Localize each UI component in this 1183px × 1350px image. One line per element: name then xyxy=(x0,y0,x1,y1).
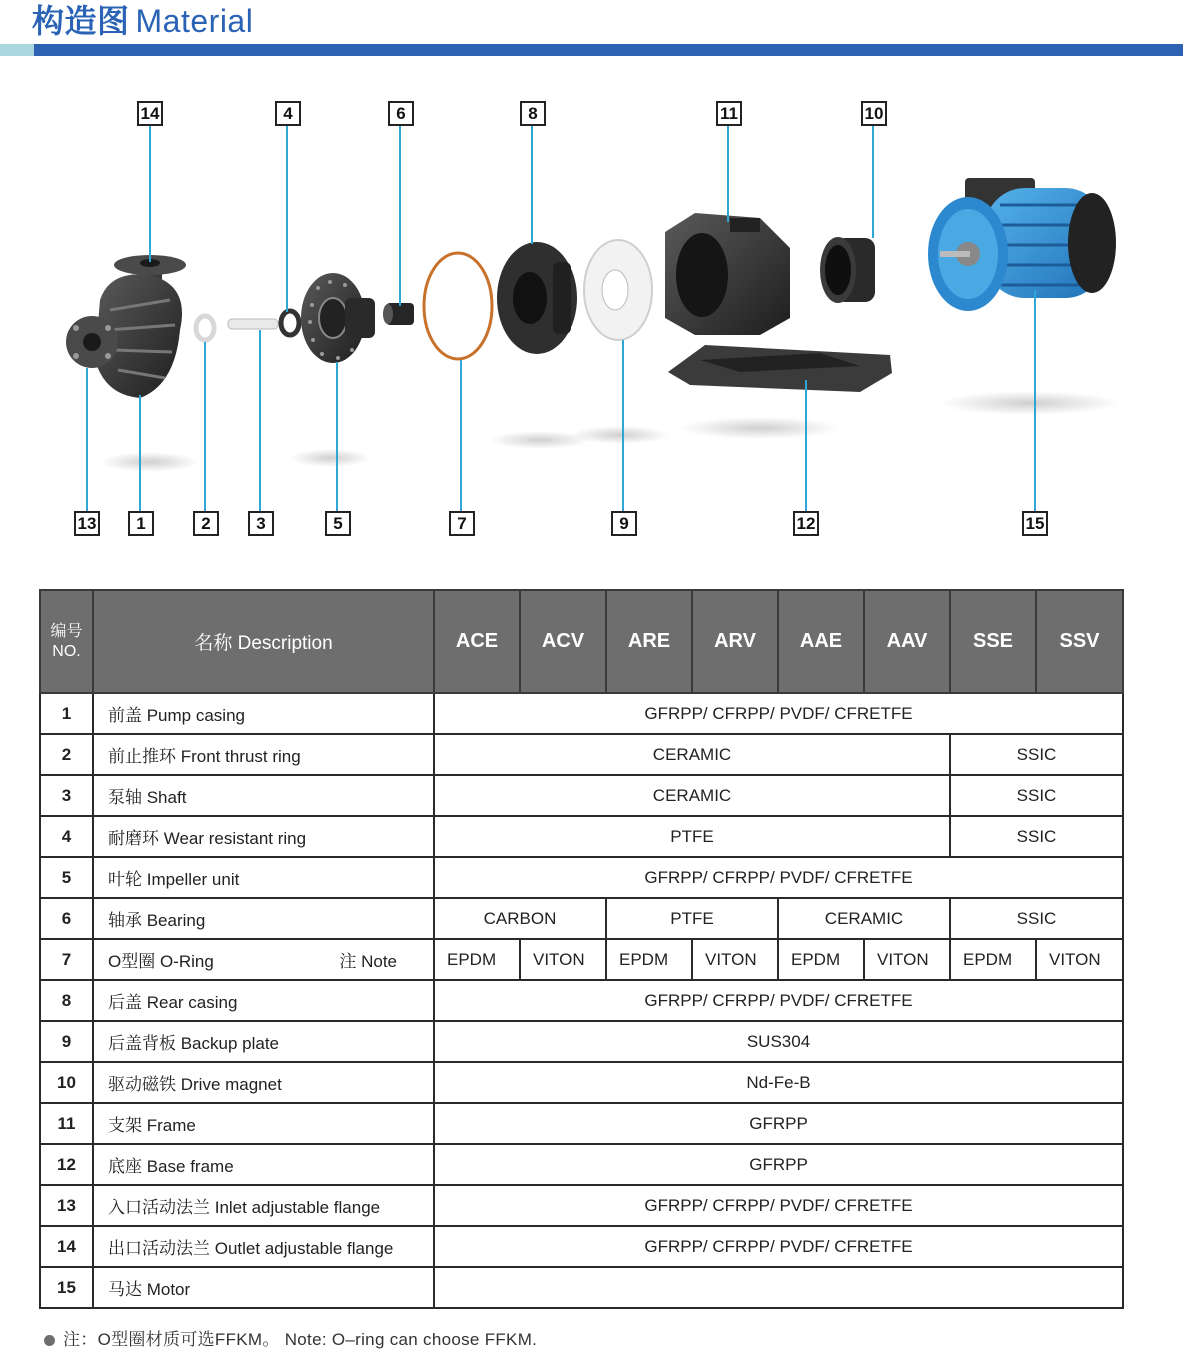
row-desc: 驱动磁铁 Drive magnet xyxy=(93,1062,434,1103)
row-desc: 轴承 Bearing xyxy=(93,898,434,939)
row-value: CERAMIC xyxy=(434,775,950,816)
row-desc: 叶轮 Impeller unit xyxy=(93,857,434,898)
table-row xyxy=(40,693,1123,734)
table-row xyxy=(40,1062,1123,1103)
row-value: CERAMIC xyxy=(778,898,950,939)
row-no: 14 xyxy=(40,1226,93,1267)
row-value: VITON xyxy=(864,939,950,980)
row-no: 13 xyxy=(40,1185,93,1226)
material-table xyxy=(39,589,1124,1309)
footnote xyxy=(44,1325,537,1350)
header-model: ACE xyxy=(434,590,520,693)
header-no: 编号 NO. xyxy=(40,590,93,693)
row-no: 7 xyxy=(40,939,93,980)
impeller-part xyxy=(301,273,375,363)
table-row xyxy=(40,1185,1123,1226)
row-no: 11 xyxy=(40,1103,93,1144)
note-tag: 注 Note xyxy=(339,952,397,971)
callout-12: 12 xyxy=(793,511,819,536)
title-bar-accent xyxy=(34,44,1183,56)
o-ring-part xyxy=(424,253,492,359)
row-desc: 支架 Frame xyxy=(93,1103,434,1144)
row-value-ss: SSIC xyxy=(950,816,1123,857)
row-no: 3 xyxy=(40,775,93,816)
shadow xyxy=(570,426,670,444)
page-title xyxy=(32,0,253,42)
table-row xyxy=(40,816,1123,857)
row-no: 12 xyxy=(40,1144,93,1185)
row-value-ss: SSIC xyxy=(950,775,1123,816)
title-bar-accent-light xyxy=(0,44,34,56)
callout-11: 11 xyxy=(716,101,742,126)
row-value: SUS304 xyxy=(434,1021,1123,1062)
callout-8: 8 xyxy=(520,101,546,126)
row-value: PTFE xyxy=(606,898,778,939)
shadow xyxy=(290,449,370,467)
row-value: SSIC xyxy=(950,898,1123,939)
header-model: SSV xyxy=(1036,590,1123,693)
table-row xyxy=(40,939,1123,980)
rear-casing-part xyxy=(497,242,577,354)
row-no: 6 xyxy=(40,898,93,939)
page-title-cn: 构造图 xyxy=(32,3,130,39)
row-value: GFRPP/ CFRPP/ PVDF/ CFRETFE xyxy=(434,1185,1123,1226)
row-desc: 前止推环 Front thrust ring xyxy=(93,734,434,775)
row-desc: 入口活动法兰 Inlet adjustable flange xyxy=(93,1185,434,1226)
table-row xyxy=(40,734,1123,775)
row-desc: 前盖 Pump casing xyxy=(93,693,434,734)
header-model: ARV xyxy=(692,590,778,693)
callout-15: 15 xyxy=(1022,511,1048,536)
callout-7: 7 xyxy=(449,511,475,536)
row-no: 2 xyxy=(40,734,93,775)
row-value: EPDM xyxy=(778,939,864,980)
shadow xyxy=(680,417,840,439)
callout-6: 6 xyxy=(388,101,414,126)
header-model: AAE xyxy=(778,590,864,693)
row-value: EPDM xyxy=(434,939,520,980)
bearing-part xyxy=(383,303,414,325)
footnote-text: 注：O型圈材质可选FFKM。 Note: O–ring can choose FFKM. xyxy=(63,1330,538,1349)
row-no: 1 xyxy=(40,693,93,734)
header-model: ARE xyxy=(606,590,692,693)
base-frame-part xyxy=(668,345,892,392)
header-description: 名称 Description xyxy=(93,590,434,693)
table-row xyxy=(40,775,1123,816)
pump-casing-part xyxy=(66,255,186,398)
header-model: AAV xyxy=(864,590,950,693)
callout-4: 4 xyxy=(275,101,301,126)
drive-magnet-part xyxy=(820,237,875,303)
row-no: 4 xyxy=(40,816,93,857)
row-no: 15 xyxy=(40,1267,93,1308)
row-value-ss: SSIC xyxy=(950,734,1123,775)
backup-plate-part xyxy=(584,240,652,340)
wear-ring-part xyxy=(281,311,299,335)
shadow xyxy=(940,391,1120,415)
row-desc-text: O型圈 O-Ring xyxy=(108,952,214,971)
row-no: 10 xyxy=(40,1062,93,1103)
header-model: SSE xyxy=(950,590,1036,693)
table-header-row xyxy=(40,590,1123,693)
header-model: ACV xyxy=(520,590,606,693)
row-desc: 后盖背板 Backup plate xyxy=(93,1021,434,1062)
row-value: VITON xyxy=(1036,939,1123,980)
front-thrust-ring-part xyxy=(196,316,214,340)
row-value: GFRPP/ CFRPP/ PVDF/ CFRETFE xyxy=(434,1226,1123,1267)
table-row xyxy=(40,1226,1123,1267)
motor-part xyxy=(928,178,1116,311)
row-desc: 泵轴 Shaft xyxy=(93,775,434,816)
table-row xyxy=(40,898,1123,939)
row-value: CERAMIC xyxy=(434,734,950,775)
row-desc: 底座 Base frame xyxy=(93,1144,434,1185)
row-desc: 马达 Motor xyxy=(93,1267,434,1308)
row-value: Nd-Fe-B xyxy=(434,1062,1123,1103)
table-row xyxy=(40,1267,1123,1308)
callout-10: 10 xyxy=(861,101,887,126)
row-value: GFRPP/ CFRPP/ PVDF/ CFRETFE xyxy=(434,857,1123,898)
row-value: VITON xyxy=(520,939,606,980)
table-row xyxy=(40,1144,1123,1185)
callout-9: 9 xyxy=(611,511,637,536)
bullet-icon xyxy=(44,1335,55,1346)
row-value xyxy=(434,1267,1123,1308)
row-desc: 耐磨环 Wear resistant ring xyxy=(93,816,434,857)
table-row xyxy=(40,980,1123,1021)
table-row xyxy=(40,1021,1123,1062)
row-no: 8 xyxy=(40,980,93,1021)
row-value: VITON xyxy=(692,939,778,980)
row-no: 5 xyxy=(40,857,93,898)
callout-3: 3 xyxy=(248,511,274,536)
row-value: GFRPP xyxy=(434,1144,1123,1185)
row-value: PTFE xyxy=(434,816,950,857)
shadow xyxy=(100,452,200,472)
row-desc: 出口活动法兰 Outlet adjustable flange xyxy=(93,1226,434,1267)
row-value: GFRPP/ CFRPP/ PVDF/ CFRETFE xyxy=(434,980,1123,1021)
callout-13: 13 xyxy=(74,511,100,536)
shaft-part xyxy=(228,319,278,329)
row-desc: 后盖 Rear casing xyxy=(93,980,434,1021)
callout-1: 1 xyxy=(128,511,154,536)
row-value: EPDM xyxy=(606,939,692,980)
exploded-view-diagram xyxy=(0,60,1183,560)
row-value: GFRPP/ CFRPP/ PVDF/ CFRETFE xyxy=(434,693,1123,734)
row-value: EPDM xyxy=(950,939,1036,980)
row-no: 9 xyxy=(40,1021,93,1062)
callout-14: 14 xyxy=(137,101,163,126)
callout-5: 5 xyxy=(325,511,351,536)
row-value: CARBON xyxy=(434,898,606,939)
table-row xyxy=(40,857,1123,898)
callout-2: 2 xyxy=(193,511,219,536)
frame-part xyxy=(665,213,790,335)
page-title-en: Material xyxy=(135,3,254,39)
table-row xyxy=(40,1103,1123,1144)
row-desc xyxy=(93,939,434,980)
row-value: GFRPP xyxy=(434,1103,1123,1144)
